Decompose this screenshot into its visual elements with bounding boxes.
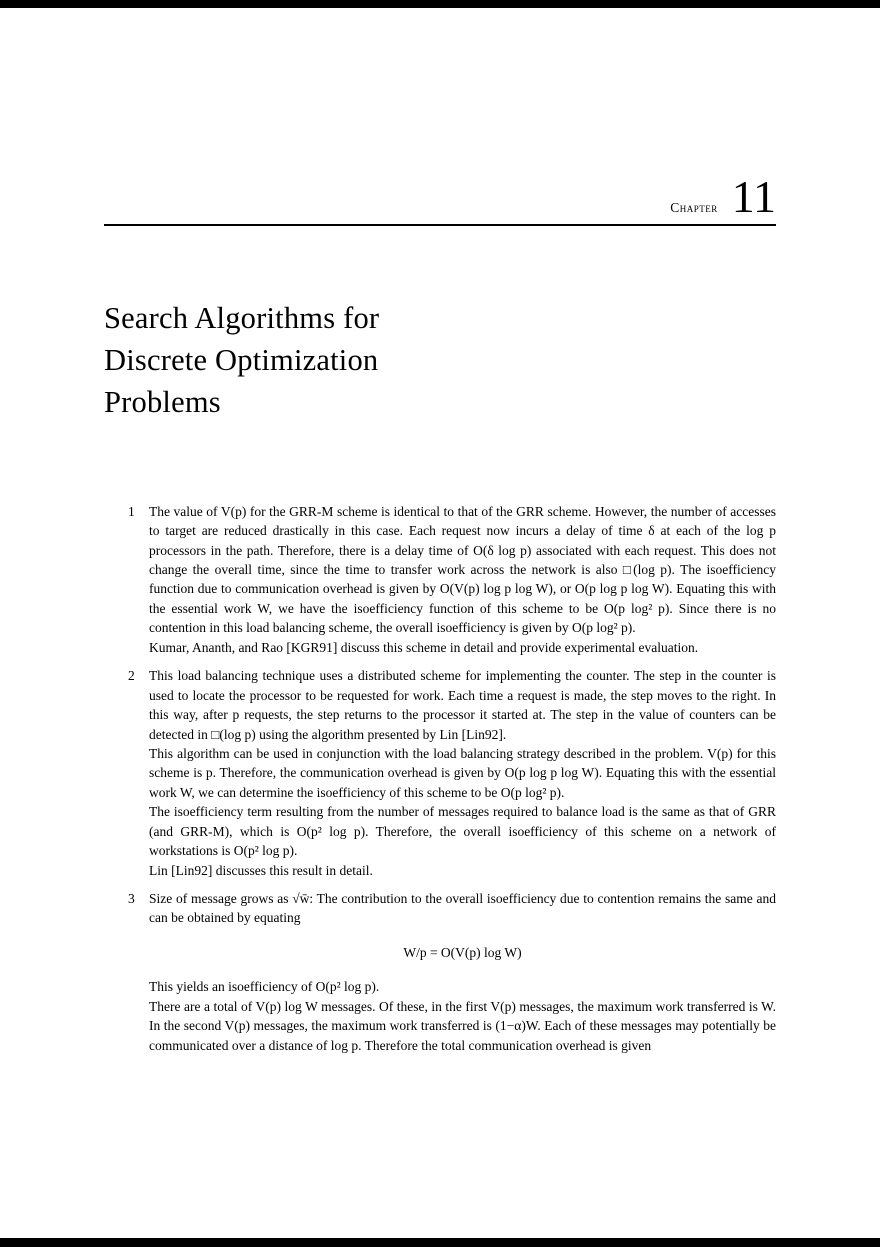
list-item (104, 666, 776, 880)
list-item (104, 502, 776, 658)
chapter-title-line-2: Discrete Optimization (104, 343, 379, 378)
paragraph: Lin [Lin92] discusses this result in detail. (149, 862, 373, 878)
paragraph: This algorithm can be used in conjunction with the load balancing strategy described in the problem. V(p) for this scheme is p. Therefore, the communication overhead is given by O(p log p log W). Equating this with the essential work W, we can determine the isoefficiency of this scheme to be O(p log² p). (149, 745, 776, 800)
paragraph: Kumar, Ananth, and Rao [KGR91] discuss this scheme in detail and provide experimental evaluation. (149, 639, 699, 655)
page-content (0, 171, 880, 1055)
chapter-title-line-3: Problems (104, 384, 221, 419)
paragraph: There are a total of V(p) log W messages. Of these, in the first V(p) messages, the maximum work transferred is W. In the second V(p) messages, the maximum work transferred is (1−α)W. Each of these messages may potentially be communicated over a distance of log p. Therefore the total communication overhead is given (149, 998, 776, 1053)
document-page (0, 8, 880, 1238)
paragraph: This load balancing technique uses a distributed scheme for implementing the counter. The step in the counter is used to locate the processor to be requested for work. Each time a request is made, the step moves to the right. In this way, after p requests, the step returns to the processor it started at. The step in the value of counters can be detected in □(log p) using the algorithm presented by Lin [Lin92]. (149, 668, 776, 742)
paragraph: The isoefficiency term resulting from the number of messages required to balance load is the same as that of GRR (and GRR-M), which is O(p² log p). Therefore, the overall isoefficiency of this scheme on a network of workstations is O(p² log p). (149, 804, 776, 859)
item-number: 2 (128, 668, 135, 684)
chapter-title-line-1: Search Algorithms for (104, 301, 380, 336)
chapter-number: 11 (731, 171, 776, 222)
chapter-label: Chapter (670, 200, 718, 215)
chapter-title (104, 298, 776, 423)
item-body (149, 666, 776, 880)
paragraph: Size of message grows as √w̄: The contribution to the overall isoefficiency due to contention remains the same and can be obtained by equating (149, 891, 776, 926)
header-rule (104, 224, 776, 226)
item-body (149, 889, 776, 1055)
paragraph: This yields an isoefficiency of O(p² log p). (149, 979, 380, 995)
item-body (149, 502, 776, 658)
item-number: 3 (128, 891, 135, 907)
numbered-list (104, 502, 776, 1055)
equation: W/p = O(V(p) log W) (403, 944, 522, 960)
list-item (104, 889, 776, 1055)
item-number: 1 (128, 503, 135, 519)
paragraph: The value of V(p) for the GRR-M scheme is identical to that of the GRR scheme. However, the number of accesses to target are reduced drastically in this case. Each request now incurs a delay of time δ at each of the log p processors in the path. Therefore, there is a delay time of O(δ log p) associated with each request. This does not change the overall time, since the time to transfer work across the network is also □(log p). The isoefficiency function due to communication overhead is given by O(V(p) log p log W), or O(p log p log W). Equating this with the essential work W, we have the isoefficiency function of this scheme to be O(p log² p). Since there is no contention in this load balancing scheme, the overall isoefficiency is given by O(p log² p). (149, 503, 776, 636)
chapter-header (104, 171, 776, 222)
